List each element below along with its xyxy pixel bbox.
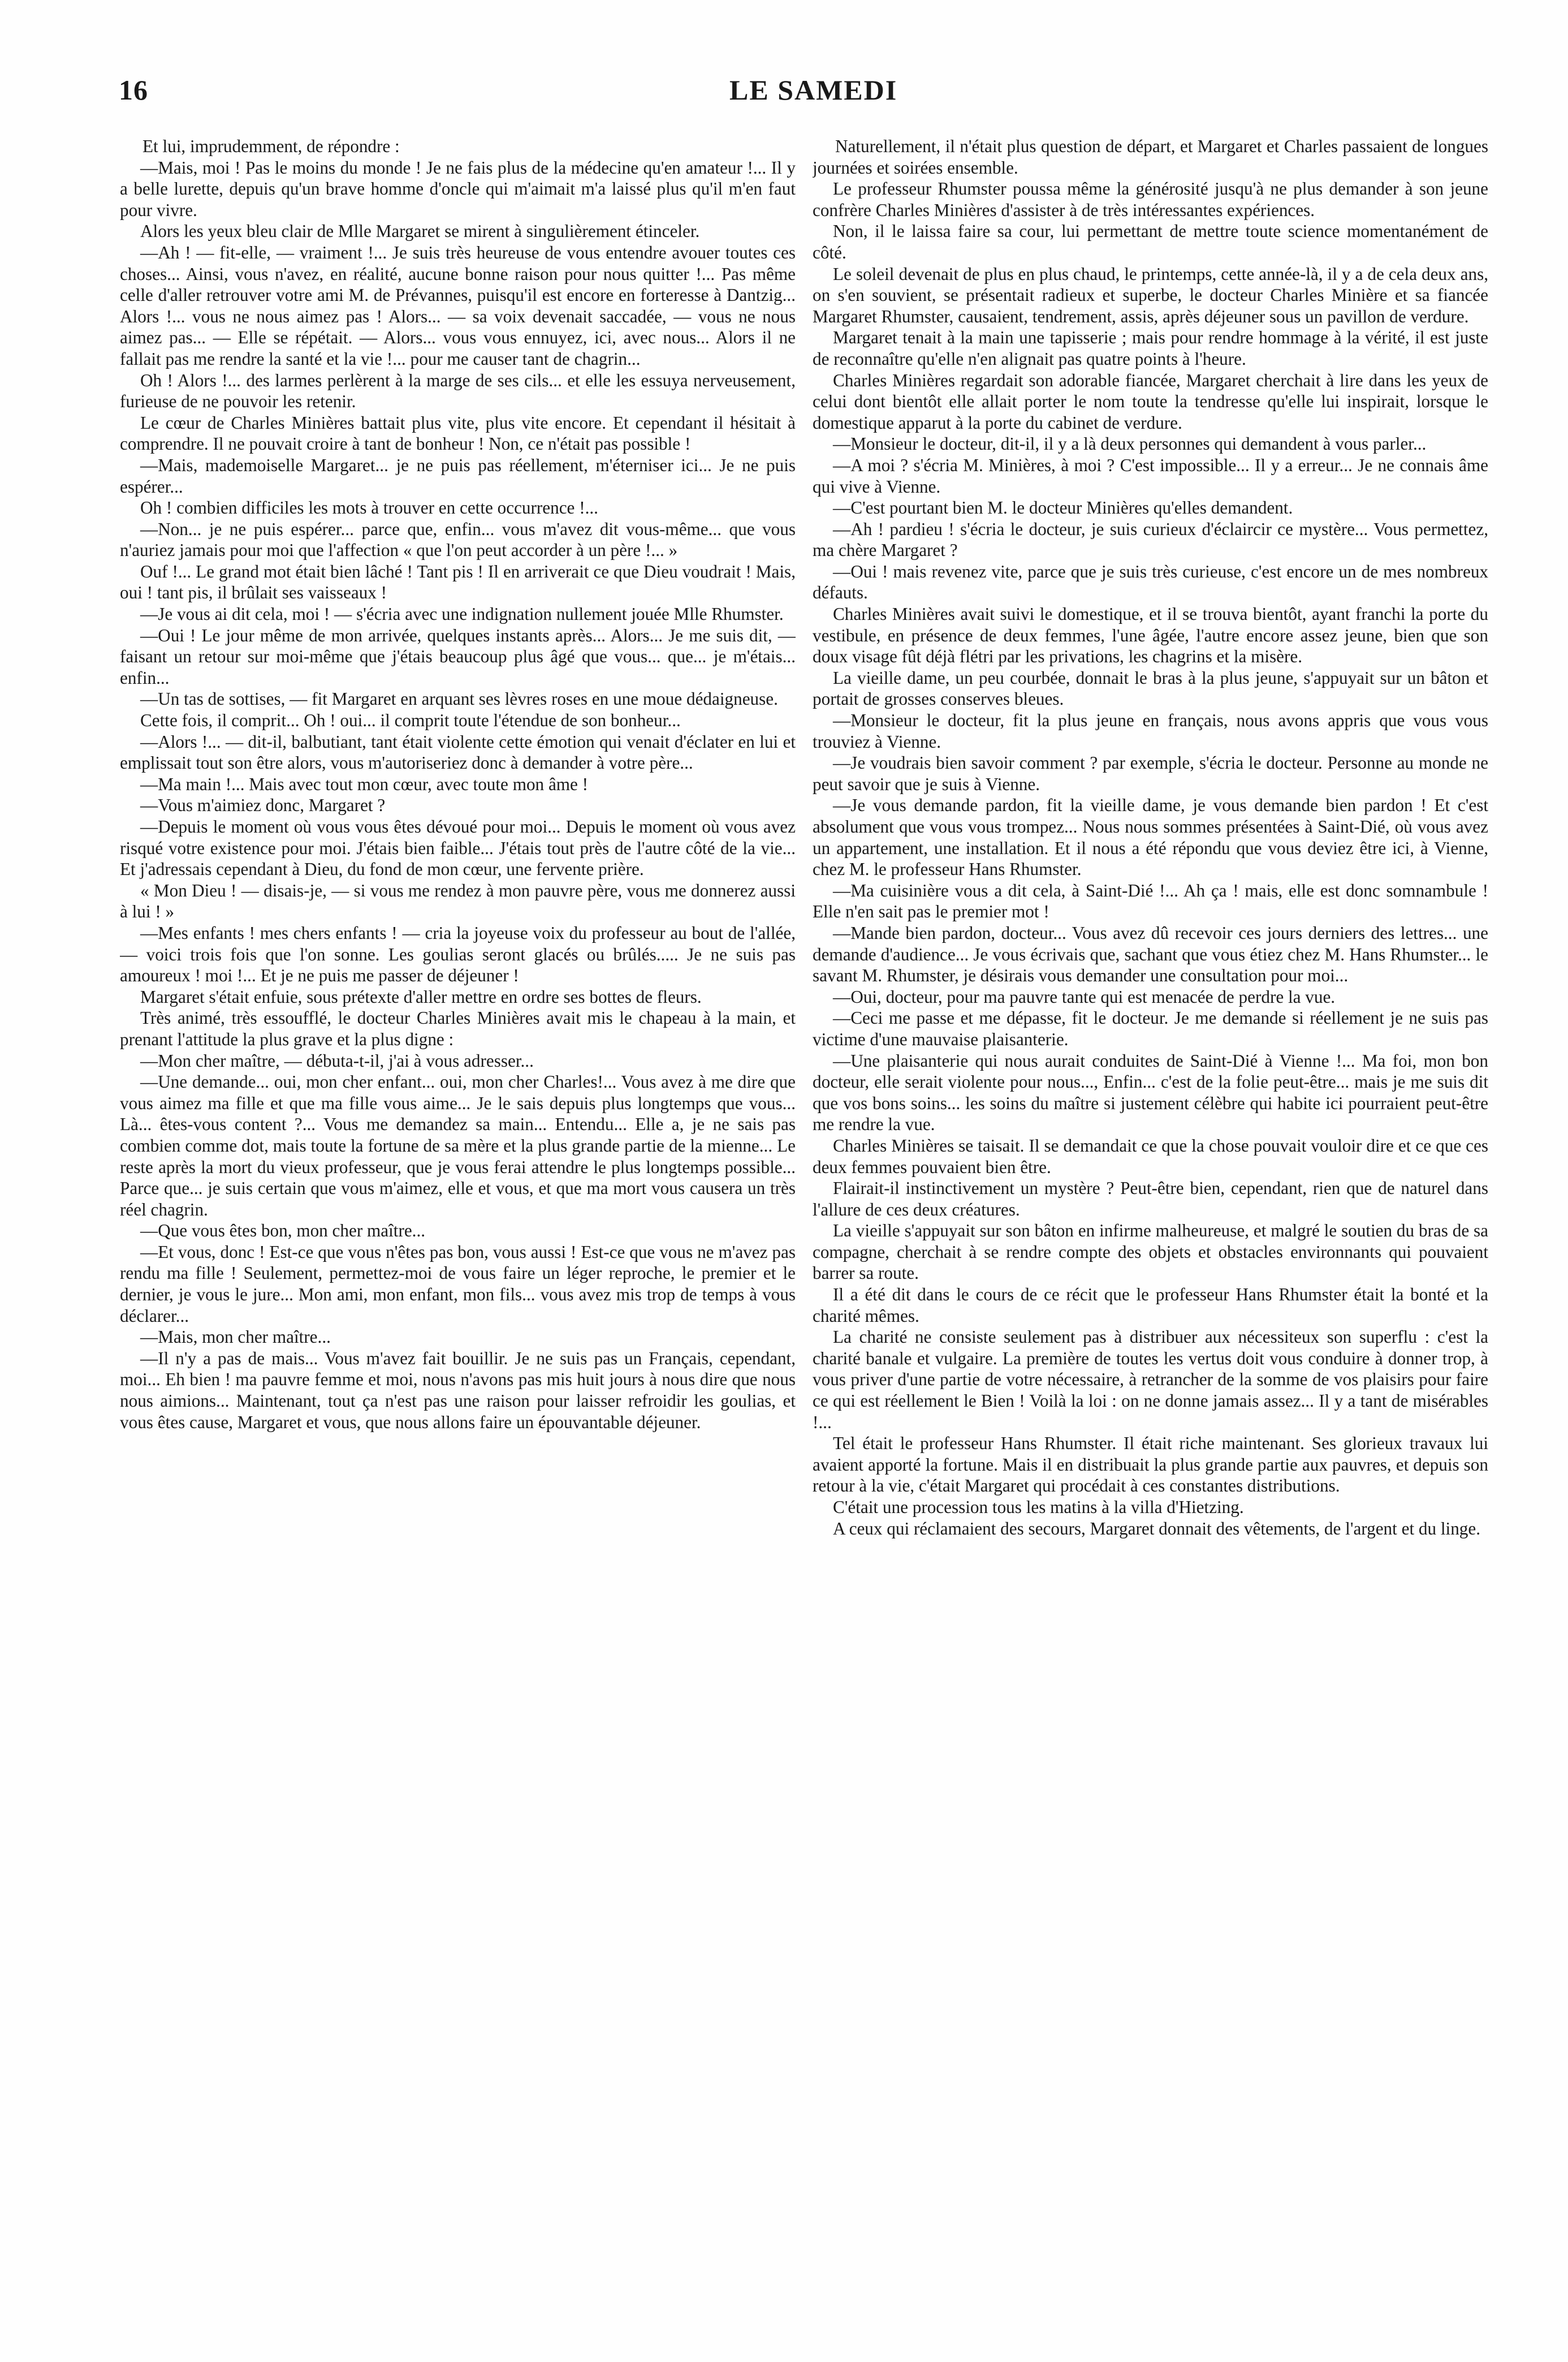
paragraph: —Oui, docteur, pour ma pauvre tante qui est menacée de perdre la vue. <box>833 986 1336 1007</box>
paragraph: Oh ! Alors !... des larmes perlèrent à la marge de ses cils... et elle les essuya nerveusement, furieuse de ne pouvoir les retenir. <box>120 370 796 412</box>
paragraph: Margaret tenait à la main une tapisserie ; mais pour rendre hommage à la vérité, il est juste de reconnaître qu'elle n'en alignait pas quatre points à l'heure. <box>813 327 1488 369</box>
paragraph: Naturellement, il n'était plus question de départ, et Margaret et Charles passaient de longues journées et soirées ensemble. <box>813 136 1488 178</box>
paragraph: A ceux qui réclamaient des secours, Margaret donnait des vêtements, de l'argent et du linge. <box>833 1518 1481 1538</box>
paragraph: Non, il le laissa faire sa cour, lui permettant de mettre toute science momentanément de côté. <box>813 221 1488 262</box>
paragraph: —Ah ! pardieu ! s'écria le docteur, je suis curieux d'éclaircir ce mystère... Vous permettez, ma chère Margaret ? <box>813 519 1488 561</box>
paragraph: —Mais, mon cher maître... <box>140 1327 331 1347</box>
paragraph: —Je vous ai dit cela, moi ! — s'écria avec une indignation nullement jouée Mlle Rhumster. <box>140 604 784 624</box>
paragraph: La charité ne consiste seulement pas à distribuer aux nécessiteux son superflu : c'est la charité banale et vulgaire. La première de toutes les vertus doit vous conduire à donner trop, à vous priver d'une partie de votre nécessaire, à retrancher de la somme de vos plaisirs pour faire ce qui est réellement le Bien ! Voilà la loi : on ne donne jamais assez... Il y a tant de misérables !... <box>813 1327 1488 1432</box>
paragraph: —Mais, mademoiselle Margaret... je ne puis pas réellement, m'éterniser ici... Je ne puis espérer... <box>120 455 796 497</box>
paragraph: —Non... je ne puis espérer... parce que, enfin... vous m'avez dit vous-même... que vous n'auriez jamais pour moi que l'affection « que l'on peut accorder à un père !... » <box>120 519 796 561</box>
paragraph: —Depuis le moment où vous vous êtes dévoué pour moi... Depuis le moment où vous avez risqué votre existence pour moi. J'étais bien faible... J'étais tout près de l'autre côté de la vie... Et j'adressais cependant à Dieu, du fond de mon cœur, une fervente prière. <box>120 817 796 880</box>
paragraph: —Il n'y a pas de mais... Vous m'avez fait bouillir. Je ne suis pas un Français, cependant, moi... Eh bien ! ma pauvre femme et moi, nous n'avons pas mis huit jours à nous dire que nous nous aimions... Maintenant, tout ça n'est pas une raison pour laisser refroidir les goulias, et vous êtes cause, Margaret et vous, que nous allons faire un épouvantable déjeuner. <box>120 1348 796 1432</box>
page-header <box>119 74 1476 124</box>
paragraph: —Ma cuisinière vous a dit cela, à Saint-Dié !... Ah ça ! mais, elle est donc somnambule ! Elle n'en sait pas le premier mot ! <box>813 880 1488 922</box>
paragraph: —Mande bien pardon, docteur... Vous avez dû recevoir ces jours derniers des lettres... une demande d'audience... Je vous écrivais que, sachant que vous étiez chez M. Hans Rhumster... le savant M. Rhumster, je désirais vous demander une consultation pour moi... <box>813 923 1488 986</box>
paragraph: Cette fois, il comprit... Oh ! oui... il comprit toute l'étendue de son bonheur... <box>140 710 681 731</box>
paragraph: —Oui ! Le jour même de mon arrivée, quelques instants après... Alors... Je me suis dit, — faisant un retour sur moi-même que j'étais beaucoup plus âgé que vous... que... je m'étais... enfin... <box>120 625 796 688</box>
paragraph: Le cœur de Charles Minières battait plus vite, plus vite encore. Et cependant il hésitait à comprendre. Il ne pouvait croire à tant de bonheur ! Non, ce n'était pas possible ! <box>120 412 796 454</box>
paragraph: Très animé, très essoufflé, le docteur Charles Minières avait mis le chapeau à la main, et prenant l'attitude la plus grave et la plus digne : <box>120 1008 796 1049</box>
paragraph: Oh ! combien difficiles les mots à trouver en cette occurrence !... <box>140 498 598 518</box>
paragraph: Et lui, imprudemment, de répondre : <box>142 136 400 156</box>
paragraph: Charles Minières regardait son adorable fiancée, Margaret cherchait à lire dans les yeux de celui dont bientôt elle allait porter le nom toute la tendresse qu'elle lui inspirait, lorsque le domestique apparut à la porte du cabinet de verdure. <box>813 370 1488 433</box>
paragraph: Le professeur Rhumster poussa même la générosité jusqu'à ne plus demander à son jeune confrère Charles Minières d'assister à de très intéressantes expériences. <box>813 179 1488 220</box>
paragraph: —Une demande... oui, mon cher enfant... oui, mon cher Charles!... Vous avez à me dire que vous aimez ma fille et que ma fille vous aime... Je le sais depuis plus longtemps que vous... Là... êtes-vous content ?... Vous me demandez sa main... Entendu... Elle a, je ne sais pas combien comme dot, mais toute la fortune de sa mère et la plus grande partie de la mienne... Le reste après la mort du vieux professeur, que je vous ferai attendre le plus longtemps possible... Parce que... je suis certain que vous m'aimez, elle et vous, et que ma mort vous causera un très réel chagrin. <box>120 1072 796 1219</box>
paragraph: —Ma main !... Mais avec tout mon cœur, avec toute mon âme ! <box>140 774 589 794</box>
paragraph: C'était une procession tous les matins à la villa d'Hietzing. <box>833 1497 1244 1517</box>
paragraph: —C'est pourtant bien M. le docteur Minières qu'elles demandent. <box>833 498 1293 518</box>
paragraph: Margaret s'était enfuie, sous prétexte d'aller mettre en ordre ses bottes de fleurs. <box>140 986 702 1007</box>
paragraph: —Je voudrais bien savoir comment ? par exemple, s'écria le docteur. Personne au monde ne peut savoir que je suis à Vienne. <box>813 753 1488 794</box>
paragraph: —Mes enfants ! mes chers enfants ! — cria la joyeuse voix du professeur au bout de l'allée, — voici trois fois que l'on sonne. Les goulias seront glacés ou brûlés..... Je ne suis pas amoureux ! moi !... Et je ne puis me passer de déjeuner ! <box>120 923 796 986</box>
paragraph: Le soleil devenait de plus en plus chaud, le printemps, cette année-là, il y a de cela deux ans, on s'en souvient, se présentait radieux et superbe, le docteur Charles Minière et sa fiancée Margaret Rhumster, causaient, tendrement, assis, après déjeuner sous un pavillon de verdure. <box>813 264 1488 326</box>
paragraph: Charles Minières se taisait. Il se demandait ce que la chose pouvait vouloir dire et ce que ces deux femmes pouvaient bien être. <box>813 1135 1488 1177</box>
paragraph: —Ah ! — fit-elle, — vraiment !... Je suis très heureuse de vous entendre avouer toutes ces choses... Ainsi, vous n'avez, en réalité, aucune bonne raison pour nous quitter !... Pas même celle d'aller retrouver votre ami M. de Prévannes, puisqu'il est encore en forteresse à Dantzig... Alors !... vous ne nous aimez pas ! Alors... — sa voix devenait saccadée, — vous ne nous aimez pas... — Elle se répétait. — Alors... vous vous ennuyez, ici, avec nous... Alors il ne fallait pas me rendre la santé et la vie !... pour me causer tant de chagrin... <box>120 242 796 369</box>
left-column <box>120 136 796 2330</box>
running-title: LE SAMEDI <box>729 74 898 106</box>
paragraph: —Vous m'aimiez donc, Margaret ? <box>140 795 386 816</box>
paragraph: —Mon cher maître, — débuta-t-il, j'ai à vous adresser... <box>140 1050 534 1071</box>
paragraph: Tel était le professeur Hans Rhumster. Il était riche maintenant. Ses glorieux travaux lui avaient apporté la fortune. Mais il en distribuait la plus grande partie aux pauvres, et depuis son retour à la vie, c'était Margaret qui procédait à ces constantes distributions. <box>813 1433 1488 1496</box>
paragraph: Il a été dit dans le cours de ce récit que le professeur Hans Rhumster était la bonté et la charité mêmes. <box>813 1285 1488 1326</box>
paragraph: Flairait-il instinctivement un mystère ? Peut-être bien, cependant, rien que de naturel dans l'allure de ces deux créatures. <box>813 1178 1488 1219</box>
paragraph: Charles Minières avait suivi le domestique, et il se trouva bientôt, ayant franchi la porte du vestibule, en présence de deux femmes, l'une âgée, l'autre encore assez jeune, bien que son doux visage fût déjà flétri par les privations, les chagrins et la misère. <box>813 604 1488 667</box>
paragraph: —Et vous, donc ! Est-ce que vous n'êtes pas bon, vous aussi ! Est-ce que vous ne m'avez pas rendu ma fille ! Seulement, permettez-moi de vous faire un léger reproche, le premier et le dernier, je vous le jure... Mon ami, mon enfant, mon fils... vous avez mis trop de temps à vous déclarer... <box>120 1242 796 1326</box>
paragraph: —Monsieur le docteur, dit-il, il y a là deux personnes qui demandent à vous parler... <box>833 434 1427 454</box>
paragraph: « Mon Dieu ! — disais-je, — si vous me rendez à mon pauvre père, vous me donnerez aussi à lui ! » <box>120 880 796 922</box>
right-column <box>813 136 1488 2330</box>
page-number: 16 <box>119 74 148 106</box>
paragraph: —Un tas de sottises, — fit Margaret en arquant ses lèvres roses en une moue dédaigneuse. <box>140 689 778 709</box>
paragraph: La vieille dame, un peu courbée, donnait le bras à la plus jeune, s'appuyait sur un bâton et portait de grosses conserves bleues. <box>813 667 1488 709</box>
paragraph: —Que vous êtes bon, mon cher maître... <box>140 1221 426 1241</box>
paragraph: La vieille s'appuyait sur son bâton en infirme malheureuse, et malgré le soutien du bras de sa compagne, cherchait à se rendre compte des objets et obstacles environnants qui pouvaient barrer sa route. <box>813 1221 1488 1283</box>
paragraph: —Une plaisanterie qui nous aurait conduites de Saint-Dié à Vienne !... Ma foi, mon bon docteur, elle serait violente pour nous..., Enfin... c'est de la folie peut-être... mais je me suis dit que vos bons soins... les soins du maître si justement célèbre qui habite ici pourraient peut-être me rendre la vue. <box>813 1050 1488 1135</box>
paragraph: —Ceci me passe et me dépasse, fit le docteur. Je me demande si réellement je ne suis pas victime d'une mauvaise plaisanterie. <box>813 1008 1488 1049</box>
paragraph: —Mais, moi ! Pas le moins du monde ! Je ne fais plus de la médecine qu'en amateur !... Il y a belle lurette, depuis qu'un brave homme d'oncle qui m'aimait m'a laissé plus qu'il m'en faut pour vivre. <box>120 157 796 220</box>
paragraph: —Je vous demande pardon, fit la vieille dame, je vous demande bien pardon ! Et c'est absolument que vous vous trompez... Nous nous sommes présentées à Saint-Dié, où vous avez un appartement, une installation. Et il nous a été répondu que vous deviez être ici, à Vienne, chez M. le professeur Hans Rhumster. <box>813 795 1488 880</box>
paragraph: —A moi ? s'écria M. Minières, à moi ? C'est impossible... Il y a erreur... Je ne connais âme qui vive à Vienne. <box>813 455 1488 497</box>
paragraph: Alors les yeux bleu clair de Mlle Margaret se mirent à singulièrement étinceler. <box>140 221 700 242</box>
paragraph: —Monsieur le docteur, fit la plus jeune en français, nous avons appris que vous vous trouviez à Vienne. <box>813 710 1488 752</box>
paragraph: —Oui ! mais revenez vite, parce que je suis très curieuse, c'est encore un de mes nombreux défauts. <box>813 561 1488 603</box>
paragraph: —Alors !... — dit-il, balbutiant, tant était violente cette émotion qui venait d'éclater en lui et emplissait tout son être alors, vous m'autoriseriez donc à demander à votre père... <box>120 731 796 773</box>
paragraph: Ouf !... Le grand mot était bien lâché ! Tant pis ! Il en arriverait ce que Dieu voudrait ! Mais, oui ! tant pis, il brûlait ses vaisseaux ! <box>120 561 796 603</box>
